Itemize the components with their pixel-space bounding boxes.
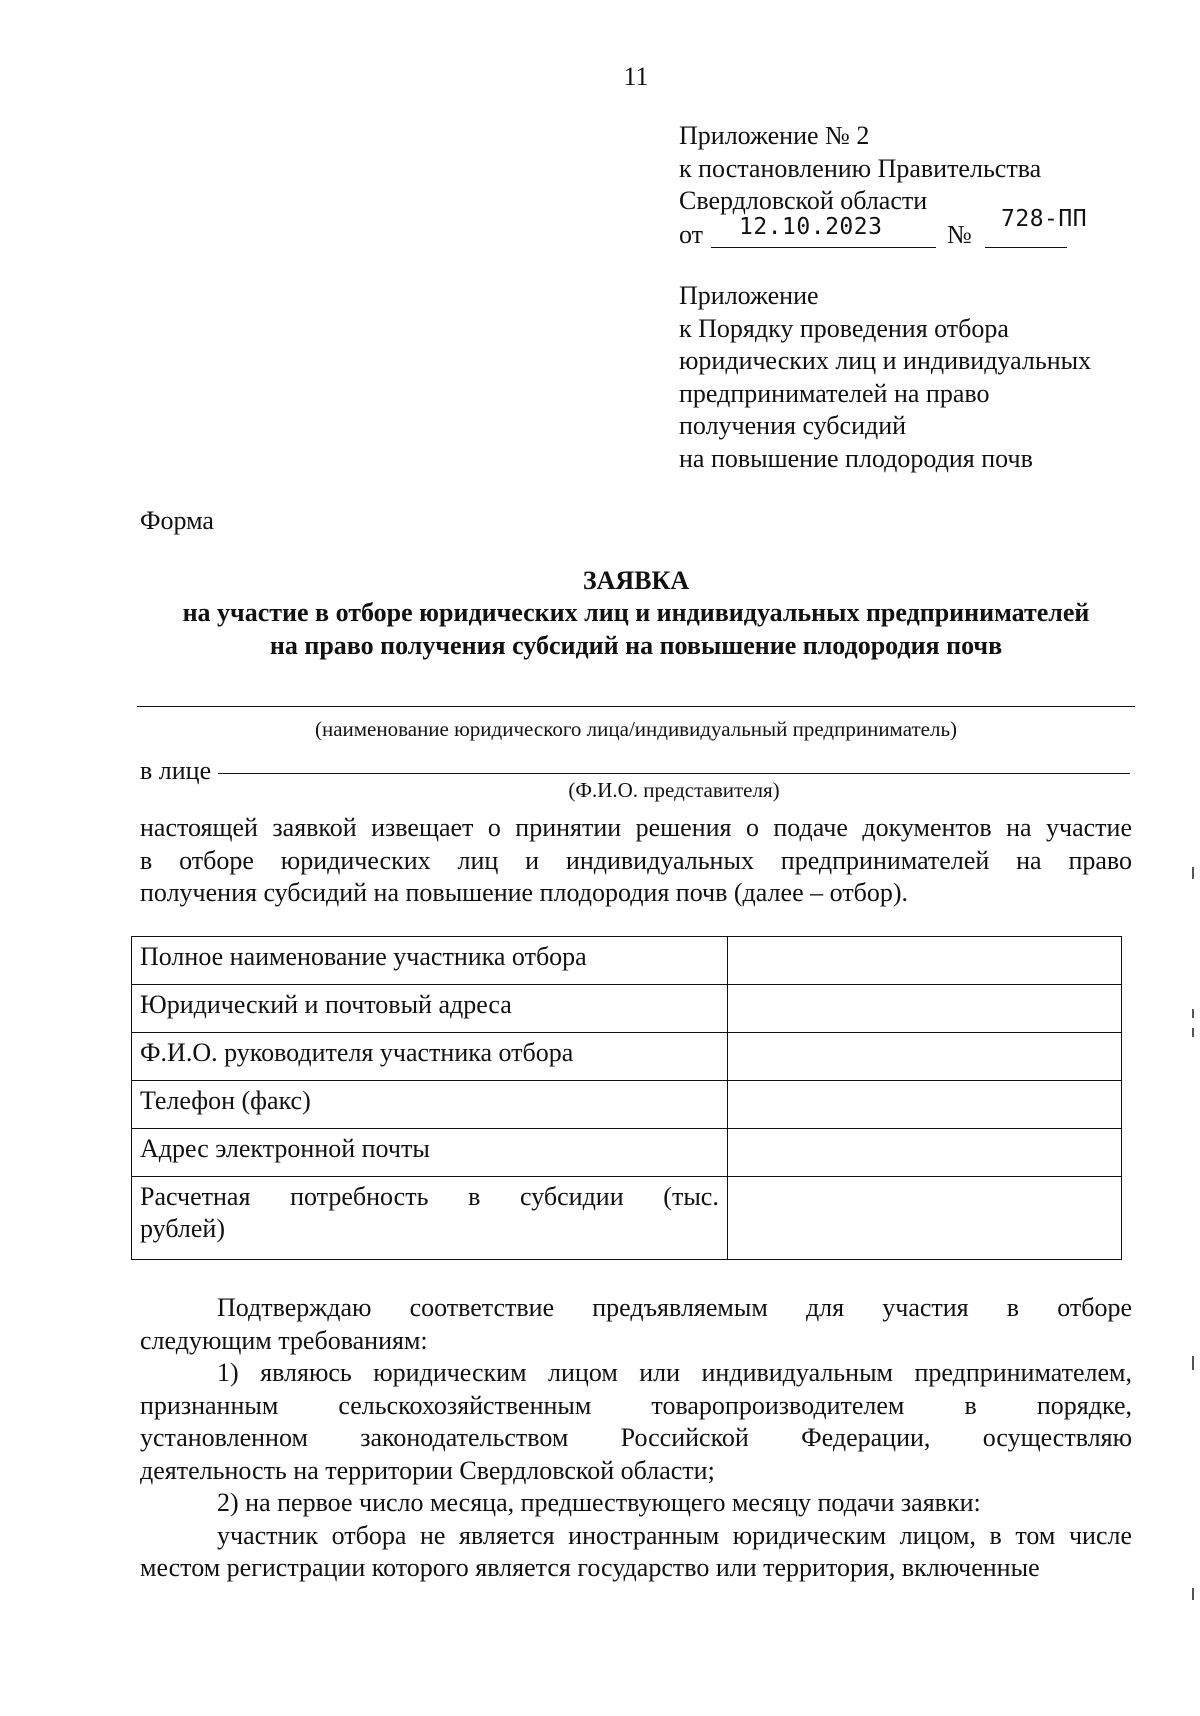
page-number: 11 — [623, 62, 649, 91]
subtitle-line: на право получения субсидий на повышение плодородия почв — [269, 631, 1003, 660]
table-label-cell: Адрес электронной почты — [132, 1129, 728, 1177]
table-value-cell[interactable] — [727, 937, 1121, 985]
table-row — [132, 985, 1122, 1033]
decree-number-prefix: № — [947, 220, 972, 249]
entity-name-field[interactable] — [137, 706, 1135, 707]
appendix-sub-line: Приложение — [679, 281, 819, 310]
table-value-cell[interactable] — [727, 1129, 1121, 1177]
table-row — [132, 1033, 1122, 1081]
table-row — [132, 937, 1122, 985]
representative-prefix: в лице — [140, 756, 212, 785]
table-value-cell[interactable] — [727, 1033, 1121, 1081]
decree-date-value: 12.10.2023 — [739, 214, 883, 240]
appendix-header-line: Приложение № 2 — [679, 121, 870, 150]
table-label-cell: Ф.И.О. руководителя участника отбора — [132, 1033, 728, 1081]
table-value-cell[interactable] — [727, 985, 1121, 1033]
notice-line: настоящей заявкой извещает о принятии решения о подаче документов на участие — [140, 813, 1132, 842]
scan-mark — [1192, 867, 1194, 879]
appendix-sub-line: на повышение плодородия почв — [679, 443, 1033, 473]
notice-line: в отборе юридических лиц и индивидуальных предпринимателей на право — [140, 845, 1132, 875]
document-subtitle — [0, 596, 1200, 662]
item1-line: признанным сельскохозяйственным товаропроизводителем в порядке, — [140, 1390, 1132, 1420]
requirement-item-1 — [140, 1357, 1132, 1487]
item1-line: 1) являюсь юридическим лицом или индивидуальным предпринимателем, — [217, 1358, 1132, 1387]
participant-info-table — [131, 936, 1122, 1260]
item2-detail-line: участник отбора не является иностранным юридическим лицом, в том числе — [217, 1520, 1132, 1550]
scan-mark — [1192, 1356, 1194, 1370]
appendix-sub-line: к Порядку проведения отбора — [679, 313, 1009, 343]
form-label: Форма — [140, 506, 214, 535]
scan-mark — [1192, 1588, 1194, 1600]
appendix-header-line: Свердловской области — [679, 186, 928, 215]
decree-number-value: 728-ПП — [1001, 206, 1088, 232]
table-label-cell: Юридический и почтовый адреса — [132, 985, 728, 1033]
confirm-line: Подтверждаю соответствие предъявляемым для участия в отборе — [217, 1293, 1132, 1322]
entity-name-hint: (наименование юридического лица/индивидуальный предприниматель) — [314, 717, 958, 741]
item2-line: 2) на первое число месяца, предшествующего месяцу подачи заявки: — [217, 1488, 981, 1517]
confirm-paragraph — [140, 1292, 1132, 1357]
scan-mark — [1192, 1009, 1194, 1018]
decree-date-number-row — [679, 206, 1149, 252]
appendix-header — [679, 120, 1149, 252]
table-row — [132, 1129, 1122, 1177]
table-label-line: рублей) — [140, 1214, 225, 1243]
appendix-sub-line: предпринимателей на право — [679, 378, 990, 408]
document-title: ЗАЯВКА — [582, 566, 690, 595]
appendix-sub-line: юридических лиц и индивидуальных — [679, 346, 1092, 375]
notice-line: получения субсидий на повышение плодородия почв (далее – отбор). — [140, 878, 909, 907]
subtitle-line: на участие в отборе юридических лиц и индивидуальных предпринимателей — [182, 598, 1090, 627]
table-label-cell: Телефон (факс) — [132, 1081, 728, 1129]
item2-detail-line: местом регистрации которого является государство или территория, включенные — [140, 1553, 1040, 1582]
table-label-cell — [132, 1177, 728, 1260]
scan-mark — [1192, 1028, 1194, 1037]
requirement-item-2 — [140, 1487, 1132, 1585]
confirm-line: следующим требованиям: — [140, 1325, 428, 1355]
table-value-cell[interactable] — [727, 1177, 1121, 1260]
notice-paragraph — [140, 812, 1132, 910]
table-row — [132, 1081, 1122, 1129]
appendix-sub-line: получения субсидий — [679, 411, 907, 440]
appendix-sub — [679, 280, 1149, 475]
table-label-line: Расчетная потребность в субсидии (тыс. — [140, 1182, 719, 1211]
item1-line: установленном законодательством Российской Федерации, осуществляю — [140, 1423, 1132, 1452]
table-value-cell[interactable] — [727, 1081, 1121, 1129]
item1-line: деятельность на территории Свердловской области; — [140, 1455, 715, 1485]
representative-field[interactable] — [218, 773, 1130, 774]
decree-date-prefix: от — [679, 220, 704, 249]
representative-hint: (Ф.И.О. представителя) — [568, 778, 780, 802]
table-label-cell: Полное наименование участника отбора — [132, 937, 728, 985]
appendix-header-line: к постановлению Правительства — [679, 153, 1042, 183]
table-row — [132, 1177, 1122, 1260]
